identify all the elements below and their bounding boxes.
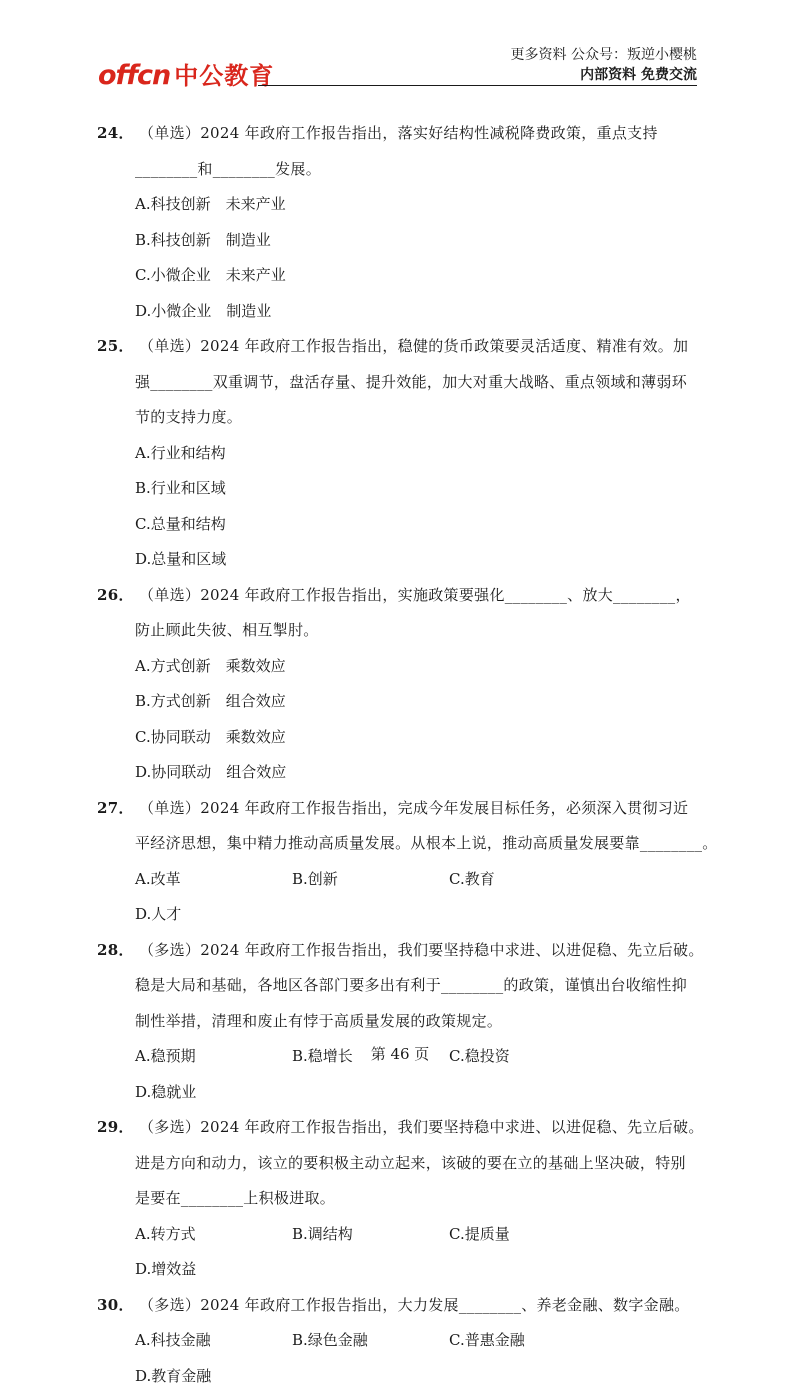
question-stem-line <box>97 1288 703 1324</box>
answer-option: C.教育 <box>449 862 606 898</box>
question-stem-continuation <box>97 1004 703 1040</box>
answer-option: B.创新 <box>292 862 449 898</box>
question-text: 稳是大局和基础，各地区各部门要多出有利于________的政策，谨慎出台收缩性抑 <box>135 976 687 994</box>
answer-option: A.科技创新 未来产业 <box>135 187 447 223</box>
question-block <box>97 116 703 329</box>
header-right <box>511 45 697 85</box>
answer-option: A.方式创新 乘数效应 <box>135 649 447 685</box>
answer-option: B.方式创新 组合效应 <box>135 684 447 720</box>
question-text: 是要在________上积极进取。 <box>135 1189 335 1207</box>
question-number: 29． <box>97 1110 139 1146</box>
logo-en-text: offcn <box>98 62 170 90</box>
question-text: （单选）2024 年政府工作报告指出，稳健的货币政策要灵活适度、精准有效。加 <box>139 337 688 355</box>
question-block <box>97 1288 703 1394</box>
answer-options <box>97 436 703 578</box>
question-stem-continuation <box>97 400 703 436</box>
question-text: 防止顾此失彼、相互掣肘。 <box>135 621 319 639</box>
question-block <box>97 578 703 791</box>
question-number: 24． <box>97 116 139 152</box>
answer-option: A.稳预期 <box>135 1039 292 1075</box>
answer-option: A.科技金融 <box>135 1323 292 1359</box>
page-number: 第 46 页 <box>0 1043 800 1064</box>
answer-option: B.调结构 <box>292 1217 449 1253</box>
question-stem-continuation <box>97 1181 703 1217</box>
answer-options <box>97 187 703 329</box>
question-text: （多选）2024 年政府工作报告指出，我们要坚持稳中求进、以进促稳、先立后破。 <box>139 1118 704 1136</box>
answer-option: D.小微企业 制造业 <box>135 294 447 330</box>
question-block <box>97 329 703 578</box>
question-number: 30． <box>97 1288 139 1324</box>
question-text: （多选）2024 年政府工作报告指出，大力发展________、养老金融、数字金融。 <box>139 1296 690 1314</box>
question-stem-continuation <box>97 613 703 649</box>
answer-option: C.稳投资 <box>449 1039 606 1075</box>
question-list <box>97 116 703 1394</box>
question-stem-continuation <box>97 152 703 188</box>
answer-option: A.改革 <box>135 862 292 898</box>
question-number: 26． <box>97 578 139 614</box>
question-number: 28． <box>97 933 139 969</box>
logo-cn-text: 中公教育 <box>174 62 274 90</box>
answer-option: D.总量和区域 <box>135 542 447 578</box>
header-resource-note: 更多资料 公众号：叛逆小樱桃 <box>511 45 697 65</box>
question-stem-line <box>97 1110 703 1146</box>
question-block <box>97 933 703 1111</box>
question-number: 25． <box>97 329 139 365</box>
answer-option: B.绿色金融 <box>292 1323 449 1359</box>
offcn-logo <box>98 58 274 90</box>
question-stem-continuation <box>97 365 703 401</box>
answer-option: D.稳就业 <box>135 1075 292 1111</box>
answer-option: D.增效益 <box>135 1252 292 1288</box>
page-header <box>0 0 800 100</box>
answer-option: B.行业和区域 <box>135 471 447 507</box>
question-text: （单选）2024 年政府工作报告指出，落实好结构性减税降费政策，重点支持 <box>139 124 658 142</box>
answer-options <box>97 1217 703 1288</box>
answer-options <box>97 862 703 933</box>
question-block <box>97 1110 703 1288</box>
question-text: 强________双重调节，盘活存量、提升效能，加大对重大战略、重点领域和薄弱环 <box>135 373 687 391</box>
answer-option: C.小微企业 未来产业 <box>135 258 447 294</box>
answer-options <box>97 1323 703 1394</box>
answer-option: D.人才 <box>135 897 292 933</box>
answer-option: D.教育金融 <box>135 1359 292 1394</box>
answer-option: A.行业和结构 <box>135 436 447 472</box>
question-text: （多选）2024 年政府工作报告指出，我们要坚持稳中求进、以进促稳、先立后破。 <box>139 941 704 959</box>
question-stem-line <box>97 116 703 152</box>
question-text: 进是方向和动力，该立的要积极主动立起来，该破的要在立的基础上坚决破，特别 <box>135 1154 686 1172</box>
answer-options <box>97 649 703 791</box>
question-stem-line <box>97 578 703 614</box>
answer-option: C.提质量 <box>449 1217 606 1253</box>
question-stem-line <box>97 791 703 827</box>
question-text: 制性举措，清理和废止有悖于高质量发展的政策规定。 <box>135 1012 502 1030</box>
question-stem-line <box>97 933 703 969</box>
answer-option: C.协同联动 乘数效应 <box>135 720 447 756</box>
question-text: 节的支持力度。 <box>135 408 242 426</box>
answer-option: A.转方式 <box>135 1217 292 1253</box>
question-stem-line <box>97 329 703 365</box>
question-text: 平经济思想，集中精力推动高质量发展。从根本上说，推动高质量发展要靠________。 <box>135 834 718 852</box>
answer-option: C.总量和结构 <box>135 507 447 543</box>
answer-option: B.稳增长 <box>292 1039 449 1075</box>
question-text: （单选）2024 年政府工作报告指出，实施政策要强化________、放大________， <box>139 586 691 604</box>
question-text: （单选）2024 年政府工作报告指出，完成今年发展目标任务，必须深入贯彻习近 <box>139 799 688 817</box>
question-stem-continuation <box>97 968 703 1004</box>
question-stem-continuation <box>97 826 703 862</box>
answer-option: D.协同联动 组合效应 <box>135 755 447 791</box>
header-internal-note: 内部资料 免费交流 <box>511 65 697 85</box>
question-number: 27． <box>97 791 139 827</box>
question-block <box>97 791 703 933</box>
answer-option: B.科技创新 制造业 <box>135 223 447 259</box>
answer-option: C.普惠金融 <box>449 1323 606 1359</box>
question-stem-continuation <box>97 1146 703 1182</box>
header-rule <box>258 85 697 86</box>
question-text: ________和________发展。 <box>135 160 321 178</box>
